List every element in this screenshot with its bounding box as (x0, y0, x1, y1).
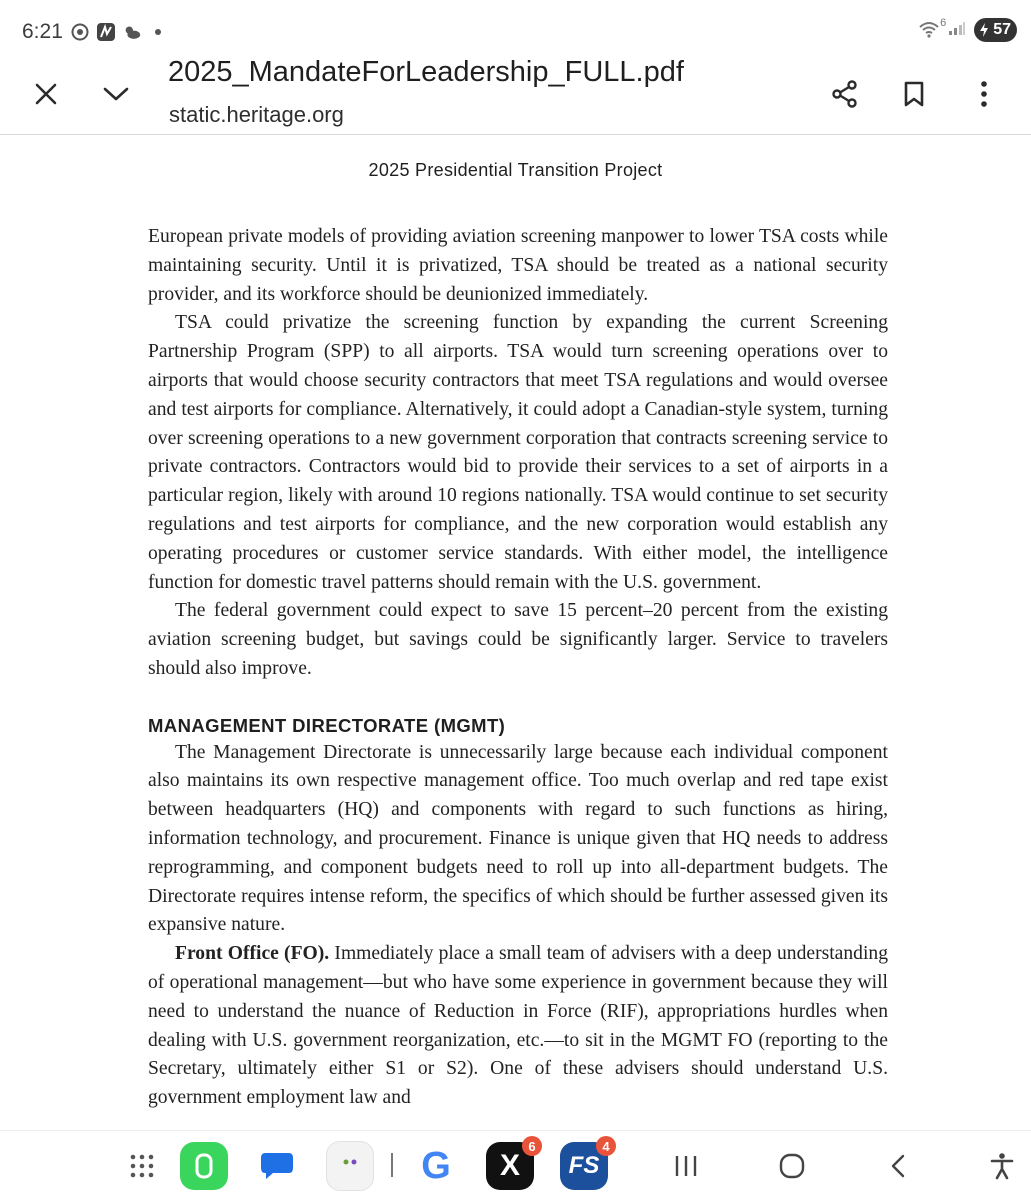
x-app-icon (486, 1138, 536, 1190)
close-button[interactable] (22, 70, 70, 118)
battery-indicator (974, 18, 1017, 42)
status-time: 6:21 (22, 20, 63, 43)
share-button[interactable] (821, 70, 869, 118)
weather-icon (122, 22, 142, 42)
navigation-bar (0, 1130, 1031, 1201)
app-folder-button[interactable] (326, 1141, 374, 1191)
viewer-header (0, 56, 1031, 135)
x-app-button[interactable] (486, 1138, 536, 1191)
bookmark-icon (902, 80, 926, 108)
dock-divider (391, 1153, 393, 1177)
notification-badge: 4 (596, 1136, 616, 1156)
cell-signal-icon (948, 20, 966, 41)
wifi-label: 6 (940, 17, 947, 29)
status-system-icons (918, 18, 1017, 42)
fs-app-label: FS (568, 1152, 600, 1179)
wifi-icon (918, 17, 947, 39)
accessibility-icon (989, 1152, 1015, 1180)
app-n-icon (96, 22, 116, 42)
paragraph: The federal government could expect to save 15 percent–20 percent from the existing aviation screening budget, but savings could be significantly larger. Service to travelers should also improve. (148, 600, 888, 679)
google-app-label: G (421, 1144, 451, 1187)
google-app-button[interactable] (412, 1141, 460, 1191)
battery-level: 57 (993, 21, 1011, 38)
paragraph-front-office (148, 940, 888, 1113)
back-button[interactable] (878, 1141, 918, 1191)
document-url: static.heritage.org (169, 102, 344, 127)
bookmark-button[interactable] (890, 70, 938, 118)
collapse-button[interactable] (92, 70, 140, 118)
home-icon (778, 1152, 806, 1180)
back-chevron-icon (888, 1153, 908, 1179)
phone-app-button[interactable] (180, 1141, 228, 1191)
close-icon (33, 81, 59, 107)
notification-badge: 6 (522, 1136, 542, 1156)
chrome-icon (70, 22, 90, 42)
app-folder-icon (326, 1141, 374, 1191)
fs-app-button[interactable] (560, 1138, 610, 1191)
dot-icon (148, 22, 168, 42)
running-head: 2025 Presidential Transition Project (368, 160, 663, 180)
status-notification-icons (70, 20, 168, 44)
share-icon (830, 79, 860, 109)
status-bar (0, 0, 1031, 60)
pdf-page[interactable] (0, 135, 1031, 1130)
chevron-down-icon (102, 84, 130, 104)
paragraph: The Management Directorate is unnecessarily large because each individual component also maintains its own respective management office. Too much overlap and red tape exist between headquarters (HQ) and components with regard to such functions as hiring, information technology, and procurement. Finance is unique given that HQ needs to address reprogramming, and component budgets need to roll up into all-department budgets. The Directorate requires intense reform, the specifics of which should be further assessed given its expansive nature. (148, 741, 888, 936)
google-app-icon (412, 1142, 460, 1190)
more-vert-icon (980, 80, 988, 108)
run-in-heading: Front Office (FO). (175, 943, 330, 965)
document-title: 2025_MandateForLeadership_FULL.pdf (168, 56, 684, 88)
fs-app-icon (560, 1138, 610, 1190)
accessibility-button[interactable] (982, 1141, 1022, 1191)
x-app-label: X (499, 1149, 520, 1182)
app-drawer-button[interactable] (122, 1141, 162, 1191)
page-body (148, 223, 888, 1113)
messages-app-button[interactable] (253, 1141, 301, 1191)
messages-app-icon (253, 1142, 301, 1190)
section-heading: MANAGEMENT DIRECTORATE (MGMT) (148, 714, 506, 736)
more-options-button[interactable] (960, 70, 1008, 118)
home-button[interactable] (770, 1141, 814, 1191)
recents-icon (673, 1154, 699, 1178)
paragraph-text: Immediately place a small team of advisers with a deep understanding of operational management—but who have some experience in government because they will need to understand the nuance of Reduction in Force (RIF), appropriations hurdles when dealing with U.S. government reorganization, etc.—to sit in the MGMT FO (reporting to the Secretary, ultimately either S1 or S2). One of these advisers should understand U.S. government employment law and (148, 943, 888, 1109)
phone-app-icon (180, 1142, 228, 1190)
paragraph: European private models of providing aviation screening manpower to lower TSA costs while maintaining security. Until it is privatized, TSA should be treated as a national security provider, and its workforce should be deunionized immediately. (148, 226, 888, 305)
paragraph: TSA could privatize the screening function by expanding the current Screening Partnership Program (SPP) to all airports. TSA would turn screening operations over to airports that would choose security contractors that meet TSA regulations and would oversee and test airports for compliance. Alternatively, it could adopt a Canadian-style system, turning over screening operations to a new government corporation that contracts screening service to private contractors. Contractors would bid to provide their services to a set of airports in a particular region, likely with around 10 regions nationally. TSA would continue to set security regulations and test airports for compliance, and the new corporation would establish any operating procedures or customer service standards. With either model, the intelligence function for domestic travel patterns should remain with the U.S. government. (148, 312, 888, 593)
app-drawer-icon (129, 1153, 155, 1179)
battery-charging-icon (978, 22, 990, 38)
recents-button[interactable] (664, 1141, 708, 1191)
